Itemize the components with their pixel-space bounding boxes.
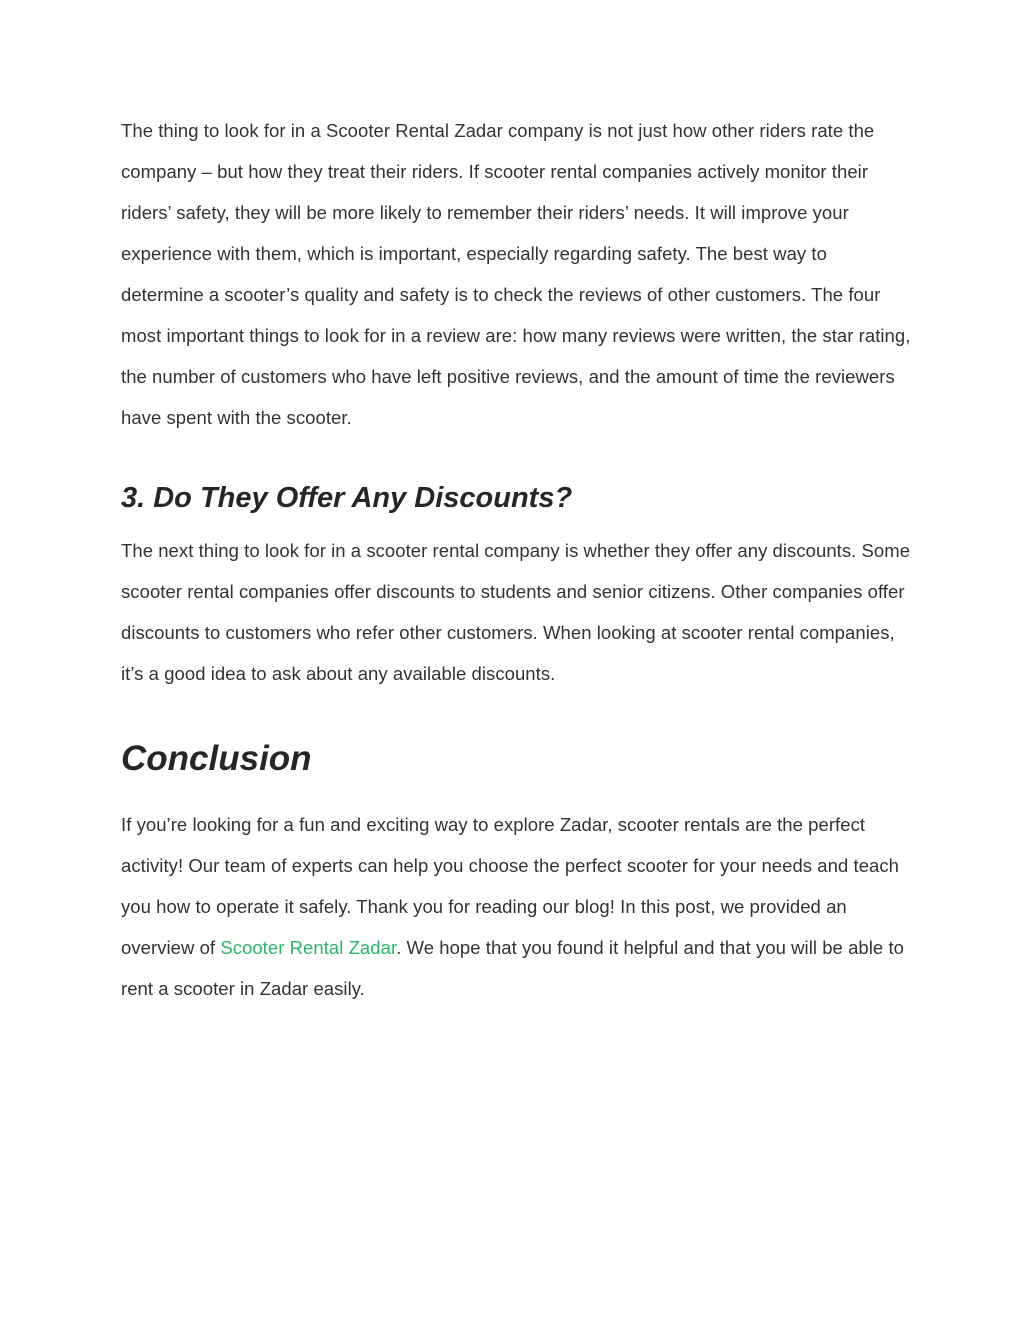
paragraph-reviews: The thing to look for in a Scooter Rental Zadar company is not just how other riders rate the company – but how they treat their riders. If scooter rental companies actively monitor their riders’ safety, they will be more likely to remember their riders’ needs. It will improve your experience with them, which is important, especially regarding safety. The best way to determine a scooter’s quality and safety is to check the reviews of other customers. The four most important things to look for in a review are: how many reviews were written, the star rating, the number of customers who have left positive reviews, and the amount of time the reviewers have spent with the scooter. [121, 120, 911, 428]
article-body [121, 110, 911, 1009]
conclusion-heading: Conclusion [121, 739, 312, 778]
scooter-rental-zadar-link[interactable]: Scooter Rental Zadar [220, 937, 397, 958]
section-heading-discounts: 3. Do They Offer Any Discounts? [121, 482, 573, 514]
conclusion-text-end: . We hope that you found it helpful and that you will be able to rent a scooter in Zadar easily. [121, 937, 904, 999]
paragraph-discounts: The next thing to look for in a scooter rental company is whether they offer any discounts. Some scooter rental companies offer discounts to students and senior citizens. Other companies offer discounts to customers who refer other customers. When looking at scooter rental companies, it’s a good idea to ask about any available discounts. [121, 540, 911, 684]
paragraph-conclusion [121, 804, 911, 1009]
conclusion-text-start: If you’re looking for a fun and exciting way to explore Zadar, scooter rentals are the perfect activity! Our team of experts can help you choose the perfect scooter for your needs and teach you how to operate it safely. Thank you for reading our blog! In this post, we provided an overview of [121, 814, 900, 958]
